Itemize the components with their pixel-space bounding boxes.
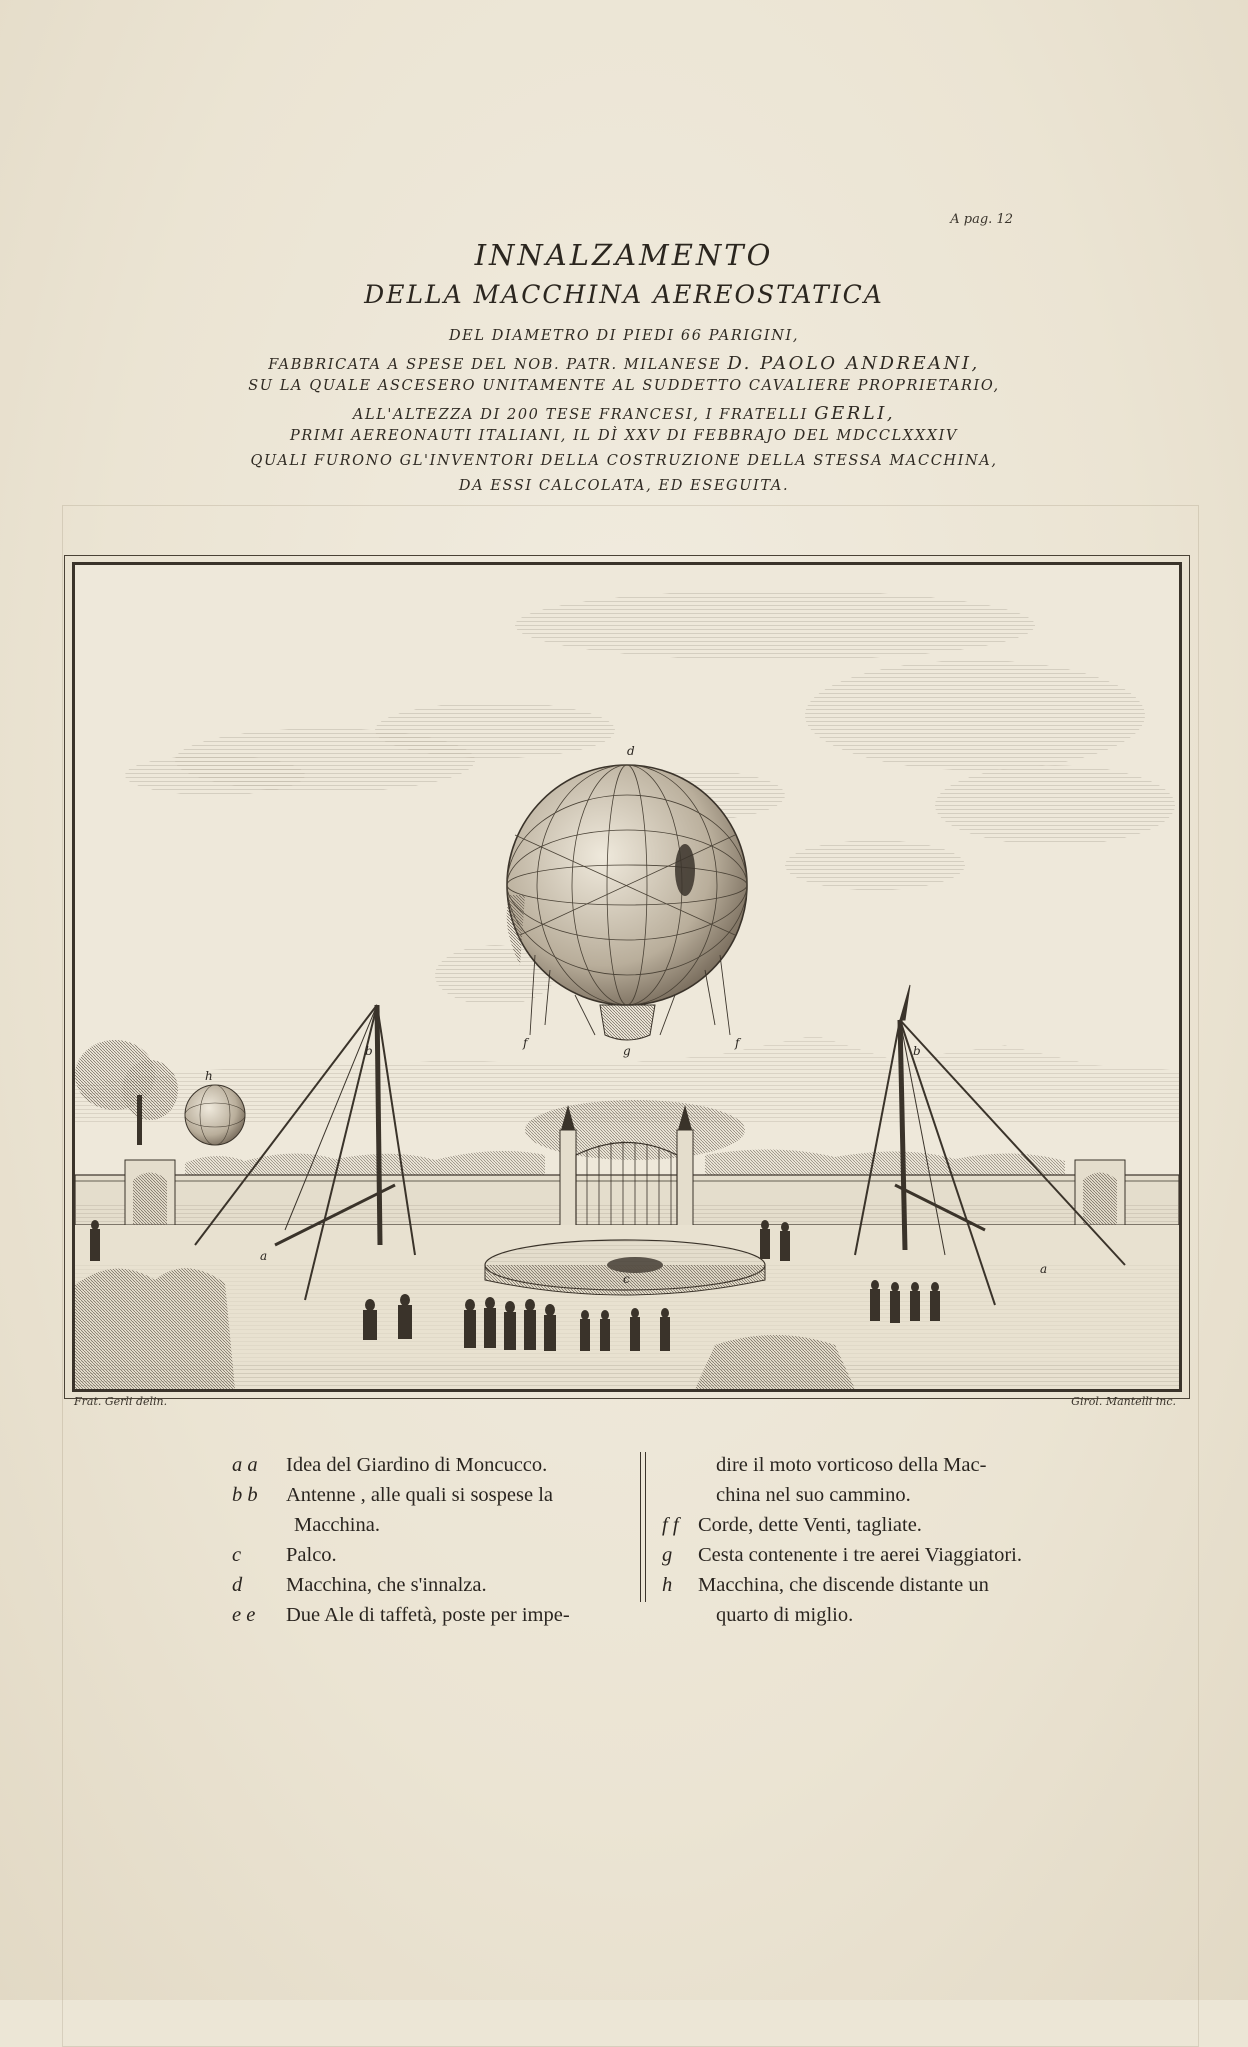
legend-row <box>232 1450 632 1480</box>
legend-text: Macchina, che s'innalza. <box>286 1574 487 1596</box>
legend-row <box>662 1480 1062 1510</box>
ground <box>75 1225 1179 1389</box>
taffeta-wing-left <box>507 895 525 965</box>
foreground-rocks <box>695 1335 855 1389</box>
legend-row <box>232 1570 632 1600</box>
legend-row <box>662 1510 1062 1540</box>
subtitle-line-1: DEL DIAMETRO DI PIEDI 66 PARIGINI, <box>448 328 800 344</box>
page-reference: A pag. 12 <box>950 212 1013 227</box>
legend-key: g <box>662 1544 673 1566</box>
legend-key <box>662 1600 716 1630</box>
legend-divider <box>640 1452 641 1602</box>
credit-engraver: Girol. Mantelli inc. <box>1071 1395 1176 1408</box>
legend-left-column <box>232 1450 632 1630</box>
legend-key <box>232 1510 286 1540</box>
legend-key: d <box>232 1574 243 1596</box>
grove-behind-gate <box>525 1100 745 1160</box>
legend-key <box>662 1450 716 1480</box>
legend-key: e e <box>232 1604 256 1626</box>
clouds <box>125 590 1175 1005</box>
crowd-behind-wall-right <box>705 1149 1065 1177</box>
legend-row <box>662 1540 1062 1570</box>
legend-right-column <box>662 1450 1062 1630</box>
antenna-right-b <box>855 985 1125 1305</box>
balloon-machine-d <box>507 765 747 1040</box>
subtitle-line-2a: FABBRICATA A SPESE DEL NOB. PATR. MILANESE <box>268 357 722 373</box>
label-f-left: f <box>523 1036 528 1050</box>
engraving <box>72 562 1182 1392</box>
legend-row <box>232 1480 632 1510</box>
legend-text: Macchina, che discende distante un <box>698 1574 989 1596</box>
legend-row <box>232 1600 632 1630</box>
central-gate <box>560 1105 693 1230</box>
legend-row <box>662 1600 1062 1630</box>
legend-text: Antenne , alle quali si sospese la <box>286 1484 554 1506</box>
right-archway <box>1075 1160 1125 1225</box>
legend-text: Corde, dette Venti, tagliate. <box>698 1514 922 1536</box>
legend-key <box>662 1480 716 1510</box>
subtitle-line-7: DA ESSI CALCOLATA, ED ESEGUITA. <box>458 478 790 494</box>
distant-hills <box>75 1035 1179 1125</box>
legend-row <box>662 1450 1062 1480</box>
left-archway <box>125 1160 175 1225</box>
label-b-right: b <box>913 1044 921 1058</box>
subtitle-line-4 <box>0 403 1248 424</box>
credit-draughtsman: Frat. Gerli delin. <box>74 1395 168 1408</box>
crowd-foreground <box>90 1220 940 1351</box>
label-f-right: f <box>735 1036 740 1050</box>
legend-key: b b <box>232 1484 258 1506</box>
subtitle-line-6: QUALI FURONO GL'INVENTORI DELLA COSTRUZIONE DELLA STESSA MACCHINA, <box>250 453 998 469</box>
legend-divider <box>645 1452 646 1602</box>
legend-row <box>662 1570 1062 1600</box>
subtitle-line-4a: ALL'ALTEZZA DI 200 TESE FRANCESI, I FRATELLI <box>352 407 808 423</box>
legend-text: china nel suo cammino. <box>716 1484 911 1506</box>
subtitle-line-2 <box>0 353 1248 374</box>
label-h: h <box>205 1069 213 1083</box>
legend-row <box>232 1540 632 1570</box>
sky <box>75 565 1179 1389</box>
legend-text: quarto di miglio. <box>716 1604 854 1626</box>
antenna-left-b <box>195 1005 415 1300</box>
platform-c <box>485 1240 765 1295</box>
legend-key: c <box>232 1544 242 1566</box>
legend-key: h <box>662 1574 673 1596</box>
foreground-foliage <box>75 1268 235 1389</box>
trees-left <box>75 1040 178 1145</box>
legend-text: Macchina. <box>294 1514 380 1536</box>
crowd-behind-wall-left <box>185 1151 545 1175</box>
engraving-scene <box>75 565 1179 1389</box>
label-c: c <box>623 1272 630 1286</box>
legend-text: Due Ale di taffetà, poste per impe- <box>286 1604 570 1626</box>
subtitle-line-5: PRIMI AEREONAUTI ITALIANI, IL DÌ XXV DI FEBBRAJO DEL MDCCLXXXIV <box>290 428 958 444</box>
legend-key: f f <box>662 1514 679 1536</box>
balloon-descending-h <box>185 1085 245 1145</box>
legend-key: a a <box>232 1454 258 1476</box>
legend-text: dire il moto vorticoso della Mac- <box>716 1454 987 1476</box>
label-g: g <box>623 1044 631 1058</box>
basket-g <box>600 1005 655 1040</box>
garden-wall <box>75 1175 1179 1225</box>
legend-text: Cesta contenente i tre aerei Viaggiatori. <box>698 1544 1022 1566</box>
label-b-left: b <box>365 1044 373 1058</box>
legend-text: Palco. <box>286 1544 337 1566</box>
title-line-1: INNALZAMENTO <box>474 238 774 272</box>
label-a-left: a <box>260 1249 268 1263</box>
label-a-right: a <box>1040 1262 1048 1276</box>
subtitle-line-2b: D. PAOLO ANDREANI, <box>727 353 980 374</box>
title-line-2: DELLA MACCHINA AEREOSTATICA <box>364 280 884 309</box>
subtitle-line-4b: GERLI, <box>814 403 896 424</box>
label-d: d <box>627 744 635 758</box>
legend-row <box>232 1510 632 1540</box>
subtitle-line-3: SU LA QUALE ASCESERO UNITAMENTE AL SUDDETTO CAVALIERE PROPRIETARIO, <box>248 378 1000 394</box>
legend-text: Idea del Giardino di Moncucco. <box>286 1454 548 1476</box>
